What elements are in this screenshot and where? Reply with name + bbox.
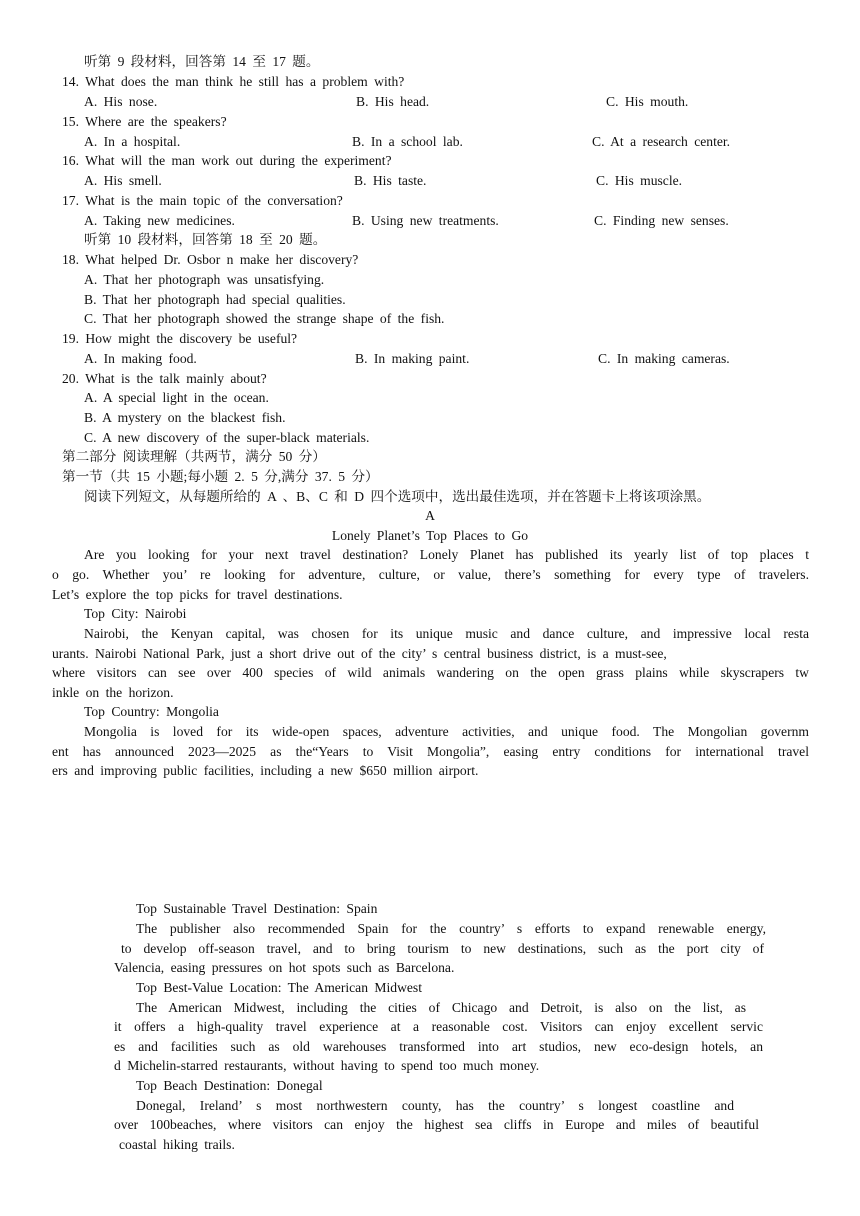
spain-line-3: Valencia, easing pressures on hot spots such as Barcelona. <box>114 960 455 975</box>
q17-option-b: B. Using new treatments. <box>352 213 499 228</box>
passage-title: Lonely Planet’s Top Places to Go <box>331 528 529 543</box>
question-17: 17. What is the main topic of the conversation? <box>62 193 343 208</box>
q15-option-c: C. At a research center. <box>592 134 731 149</box>
q16-option-c: C. His muscle. <box>596 173 683 188</box>
section9-intro: 听第 9 段材料，回答第 14 至 17 题。 <box>84 54 320 69</box>
section-one-title: 第一节（共 15 小题;每小题 2. 5 分,满分 37. 5 分） <box>62 469 379 484</box>
midwest-heading: Top Best-Value Location: The American Midwest <box>136 980 422 995</box>
q15-option-b: B. In a school lab. <box>352 134 463 149</box>
q17-option-a: A. Taking new medicines. <box>84 213 235 228</box>
intro-line-1: Are you looking for your next travel destination? Lonely Planet has published its yearly list of top places t <box>84 547 809 562</box>
midwest-line-4: d Michelin-starred restaurants, without having to spend too much money. <box>114 1058 540 1073</box>
midwest-line-1: The American Midwest, including the cities of Chicago and Detroit, is also on the list, as <box>136 1000 746 1015</box>
reading-instructions: 阅读下列短文，从每题所给的 A 、B、C 和 D 四个选项中，选出最佳选项，并在答题卡上将该项涂黑。 <box>84 489 711 504</box>
question-16: 16. What will the man work out during the experiment? <box>62 153 392 168</box>
q16-option-b: B. His taste. <box>354 173 427 188</box>
q19-option-a: A. In making food. <box>84 351 197 366</box>
q20-option-b: B. A mystery on the blackest fish. <box>84 410 286 425</box>
city-heading: Top City: Nairobi <box>84 606 187 621</box>
q14-option-a: A. His nose. <box>84 94 158 109</box>
q17-option-c: C. Finding new senses. <box>594 213 729 228</box>
passage-letter: A <box>425 508 435 523</box>
question-19: 19. How might the discovery be useful? <box>62 331 298 346</box>
q18-option-b: B. That her photograph had special qualities. <box>84 292 346 307</box>
midwest-line-2: it offers a high-quality travel experience at a reasonable cost. Visitors can enjoy excellent servic <box>114 1019 763 1034</box>
midwest-line-3: es and facilities such as old warehouses transformed into art studios, new eco-design hotels, an <box>114 1039 763 1054</box>
q14-option-b: B. His head. <box>356 94 430 109</box>
city-line-3: where visitors can see over 400 species of wild animals wandering on the open grass plains while skyscrapers tw <box>52 665 809 680</box>
city-line-1: Nairobi, the Kenyan capital, was chosen for its unique music and dance culture, and impressive local resta <box>84 626 809 641</box>
q15-option-a: A. In a hospital. <box>84 134 181 149</box>
section10-intro: 听第 10 段材料，回答第 18 至 20 题。 <box>84 232 327 247</box>
beach-line-3: coastal hiking trails. <box>119 1137 235 1152</box>
country-line-1: Mongolia is loved for its wide-open spaces, adventure activities, and unique food. The Mongolian governm <box>84 724 809 739</box>
q18-option-c: C. That her photograph showed the strange shape of the fish. <box>84 311 445 326</box>
beach-line-1: Donegal, Ireland’ s most northwestern county, has the country’ s longest coastline and <box>136 1098 734 1113</box>
country-line-2: ent has announced 2023—2025 as the“Years to Visit Mongolia”, easing entry conditions for international travel <box>52 744 809 759</box>
q16-option-a: A. His smell. <box>84 173 162 188</box>
spain-heading: Top Sustainable Travel Destination: Spain <box>136 901 378 916</box>
beach-line-2: over 100beaches, where visitors can enjoy the highest sea cliffs in Europe and miles of beautiful <box>114 1117 759 1132</box>
beach-heading: Top Beach Destination: Donegal <box>136 1078 323 1093</box>
part-two-title: 第二部分 阅读理解（共两节，满分 50 分） <box>62 449 326 464</box>
q14-option-c: C. His mouth. <box>606 94 689 109</box>
question-20: 20. What is the talk mainly about? <box>62 371 267 386</box>
q20-option-a: A. A special light in the ocean. <box>84 390 269 405</box>
q19-option-b: B. In making paint. <box>355 351 470 366</box>
country-line-3: ers and improving public facilities, including a new $650 million airport. <box>52 763 479 778</box>
question-15: 15. Where are the speakers? <box>62 114 227 129</box>
intro-line-3: Let’s explore the top picks for travel destinations. <box>52 587 343 602</box>
q19-option-c: C. In making cameras. <box>598 351 730 366</box>
q20-option-c: C. A new discovery of the super-black materials. <box>84 430 370 445</box>
city-line-4: inkle on the horizon. <box>52 685 174 700</box>
country-heading: Top Country: Mongolia <box>84 704 219 719</box>
spain-line-2: to develop off-season travel, and to bring tourism to new destinations, such as the port city of <box>121 941 764 956</box>
city-line-2: urants. Nairobi National Park, just a short drive out of the city’ s central business district, is a must-see, <box>52 646 667 661</box>
q18-option-a: A. That her photograph was unsatisfying. <box>84 272 325 287</box>
spain-line-1: The publisher also recommended Spain for the country’ s efforts to expand renewable energy, <box>136 921 766 936</box>
question-18: 18. What helped Dr. Osbor n make her discovery? <box>62 252 359 267</box>
question-14: 14. What does the man think he still has a problem with? <box>62 74 405 89</box>
intro-line-2: o go. Whether you’ re looking for adventure, culture, or value, there’s something for every type of travelers. <box>52 567 809 582</box>
